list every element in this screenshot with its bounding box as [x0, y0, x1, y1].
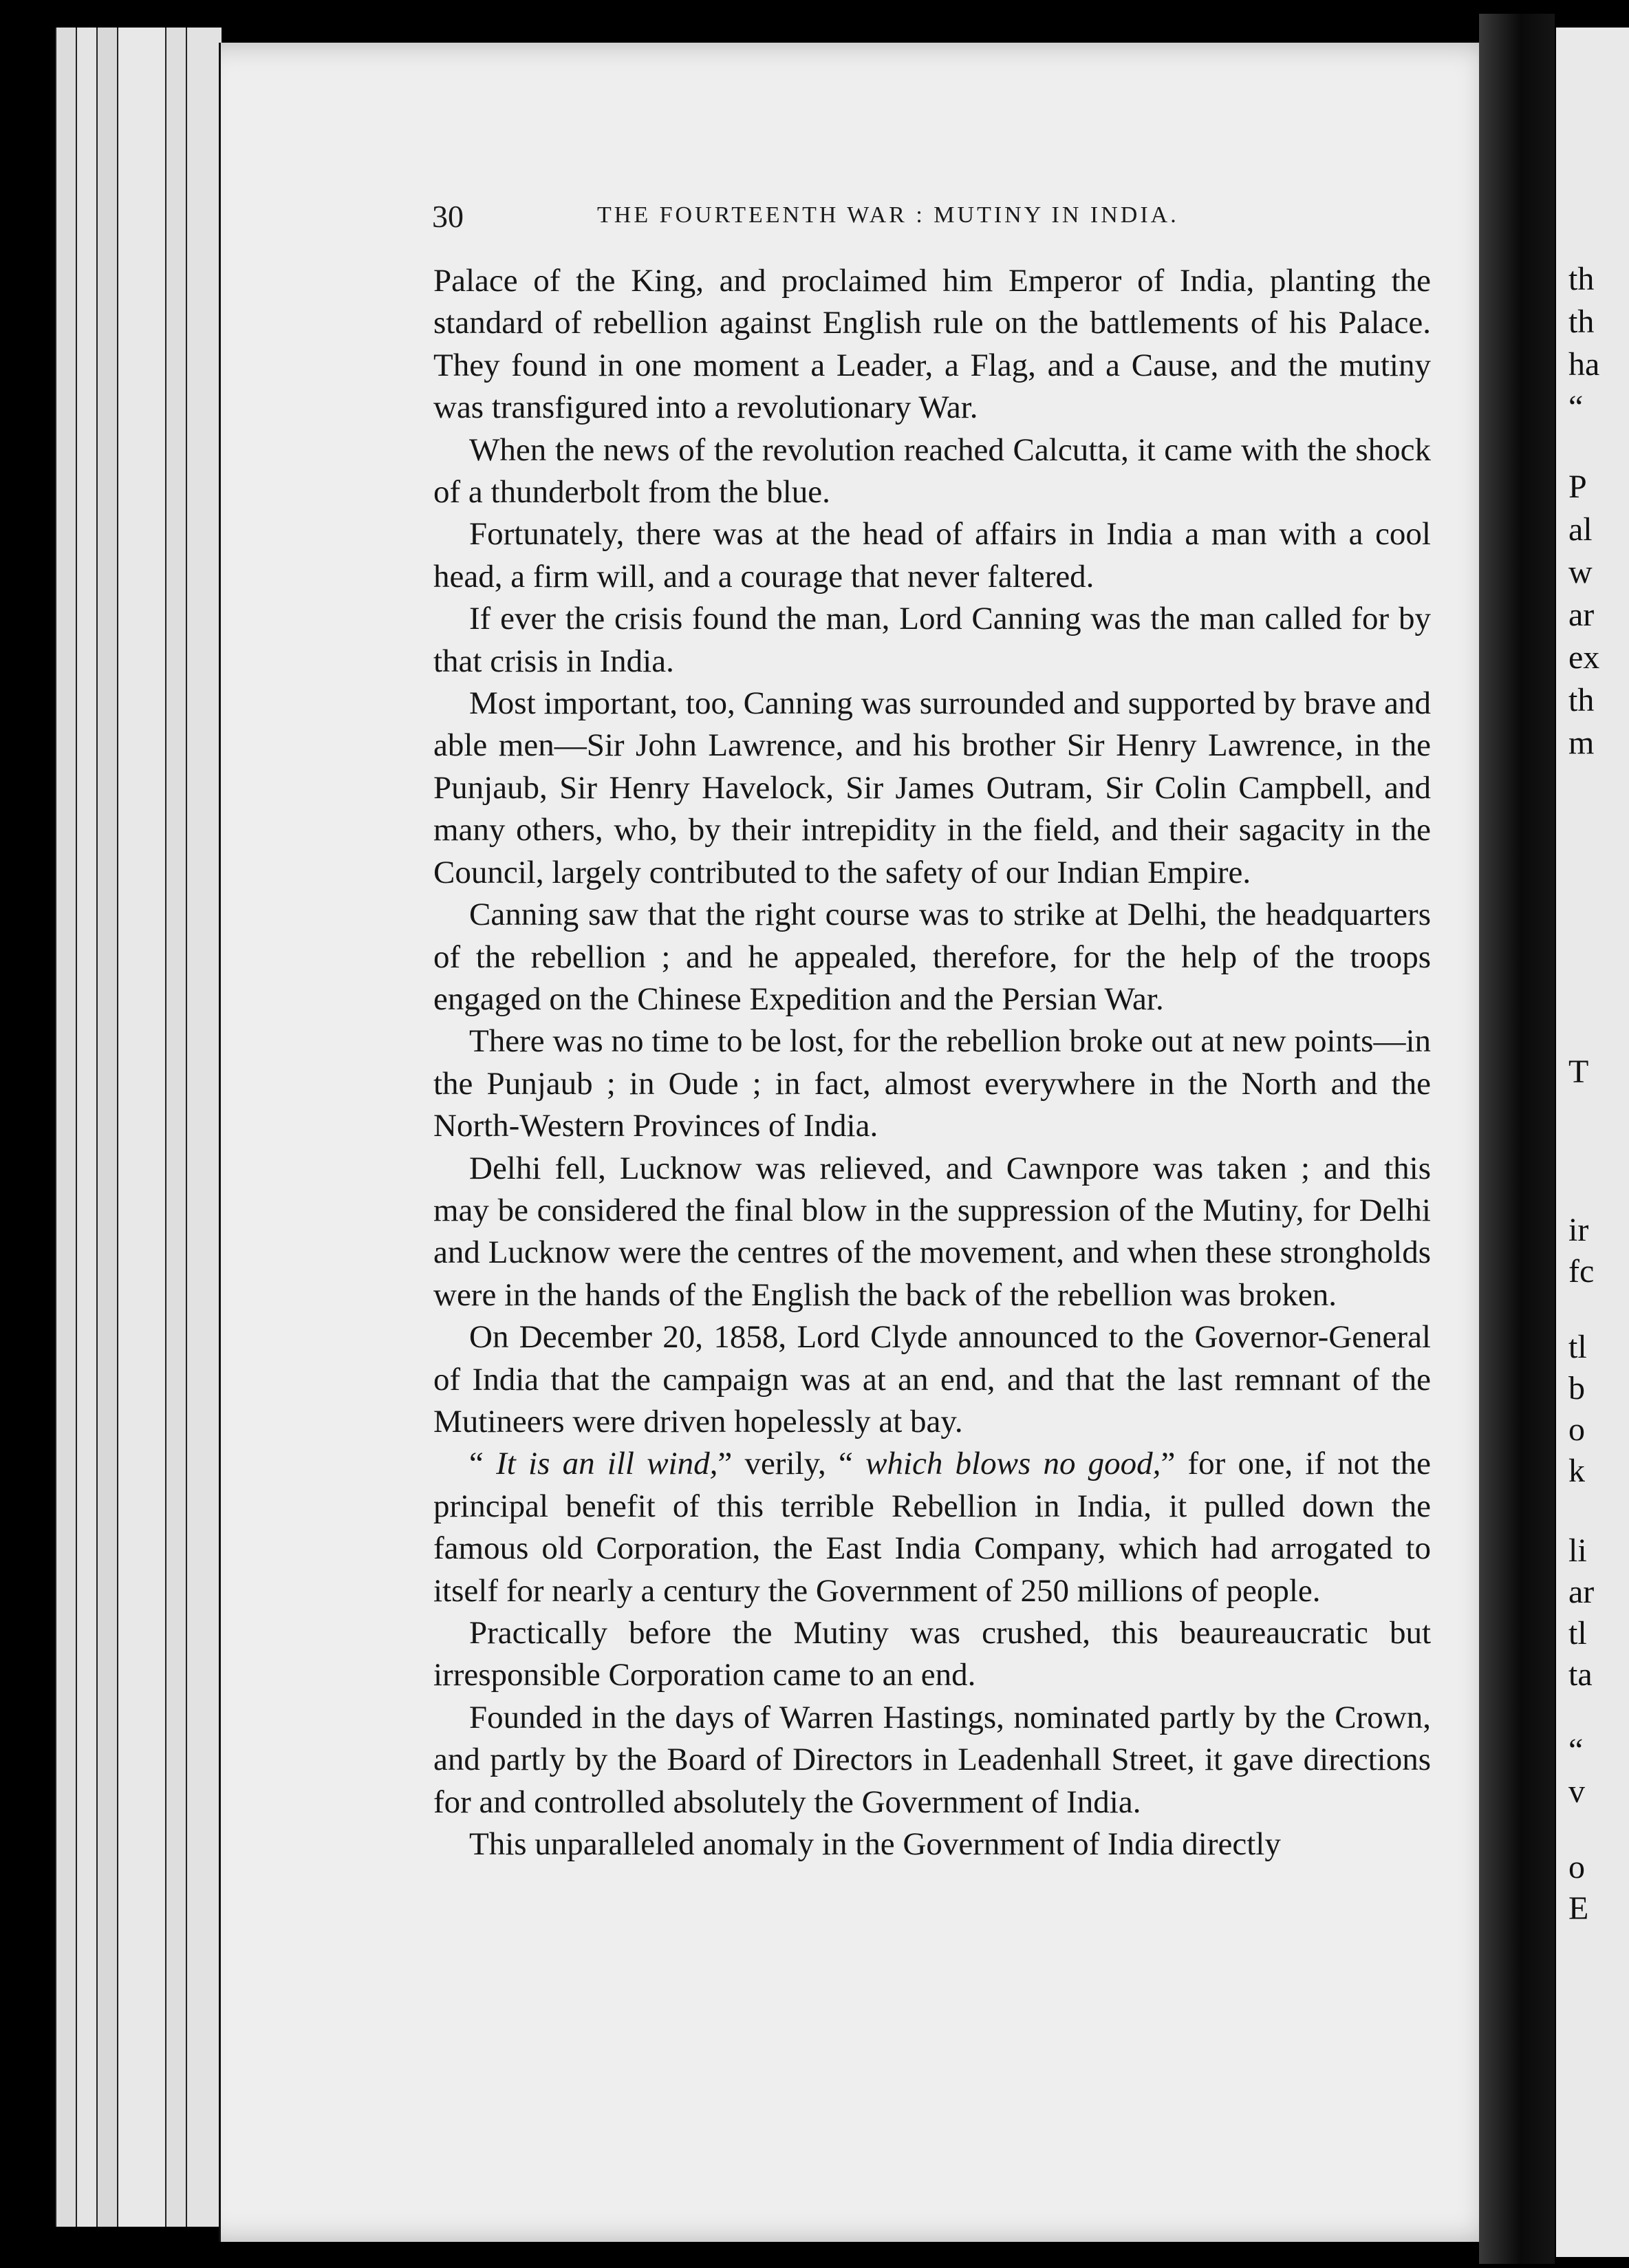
facing-page-fragment: “ [1568, 1732, 1584, 1768]
facing-page-fragment: w [1568, 554, 1593, 590]
quote-mid: ” verily, “ [718, 1446, 866, 1482]
paragraph: On December 20, 1858, Lord Clyde announced to the Governor-General of India that the campaign was at an end, and that the last remnant of the Mutineers were driven hopelessly at bay. [433, 1319, 1431, 1440]
paragraph: When the news of the revolution reached Calcutta, it came with the shock of a thunderbolt from the blue. [433, 431, 1431, 511]
page-body [433, 260, 1431, 1865]
facing-page-fragment: ir [1568, 1212, 1589, 1248]
facing-page-fragment: ar [1568, 1574, 1595, 1610]
italic-phrase: It is an ill wind, [496, 1446, 718, 1482]
paragraph: There was no time to be lost, for the rebellion broke out at new points—in the Punjaub ; in Oude ; in fact, almost everywhere in the North and the North-Western Provinces of India. [433, 1023, 1431, 1144]
facing-page-fragment: E [1568, 1890, 1589, 1927]
facing-page-fragment: th [1568, 682, 1595, 718]
facing-page-fragment: tl [1568, 1329, 1587, 1365]
paragraph: If ever the crisis found the man, Lord Canning was the man called for by that crisis in India. [433, 601, 1431, 679]
quote-rest: ” for one, if not the principal benefit of this terrible Rebellion in India, it pulled down the famous old Corporation, the East India Company, which had arrogated to itself for nearly a century the Government of 250 millions of people. [433, 1446, 1431, 1609]
paragraph: Founded in the days of Warren Hastings, nominated partly by the Crown, and partly by the Board of Directors in Leadenhall Street, it gave directions for and controlled absolutely the Government of India. [433, 1699, 1431, 1820]
facing-page-fragment: ha [1568, 346, 1600, 383]
facing-page-fragment: li [1568, 1532, 1587, 1569]
paragraph: This unparalleled anomaly in the Government of India directly [469, 1826, 1281, 1863]
quote-open: “ [469, 1446, 497, 1482]
page-edge [186, 28, 222, 2227]
paragraph: Canning saw that the right course was to strike at Delhi, the headquarters of the rebellion ; and he appealed, therefore, for the help of the troops engaged on the Chinese Expedition and the Persian War. [433, 897, 1431, 1017]
running-head: THE FOURTEENTH WAR : MUTINY IN INDIA. [597, 202, 1179, 228]
facing-page-fragment: T [1568, 1053, 1589, 1090]
paragraph: Practically before the Mutiny was crushed, this beaureaucratic but irresponsible Corporation came to an end. [433, 1615, 1431, 1693]
facing-page-fragment: ta [1568, 1656, 1593, 1693]
facing-page-fragment: P [1568, 469, 1587, 505]
page-number: 30 [432, 199, 464, 234]
facing-page-fragment: th [1568, 261, 1595, 297]
facing-page-fragment: th [1568, 303, 1595, 340]
facing-page-fragment: “ [1568, 389, 1584, 425]
facing-page-fragment: tl [1568, 1615, 1587, 1651]
facing-page-fragment: m [1568, 725, 1595, 761]
facing-page-fragment: v [1568, 1773, 1585, 1810]
paragraph: Delhi fell, Lucknow was relieved, and Cawnpore was taken ; and this may be considered the final blow in the suppression of the Mutiny, for Delhi and Lucknow were the centres of the movement, and when these strongholds were in the hands of the English the back of the rebellion was broken. [433, 1150, 1431, 1313]
facing-page-fragment: ar [1568, 597, 1595, 633]
facing-page-fragment: o [1568, 1411, 1585, 1448]
facing-page-fragment: k [1568, 1453, 1585, 1489]
paragraph-quote [433, 1443, 1431, 1612]
paragraph: Most important, too, Canning was surrounded and supported by brave and able men—Sir John Lawrence, and his brother Sir Henry Lawrence, in the Punjaub, Sir Henry Havelock, Sir James Outram, Sir Colin Campbell, and many others, who, by their intrepidity in the field, and their sagacity in the Council, largely contributed to the safety of our Indian Empire. [433, 685, 1431, 890]
facing-page [1556, 28, 1629, 2257]
facing-page-fragment: ex [1568, 639, 1600, 676]
italic-phrase: which blows no good, [865, 1446, 1161, 1482]
book-gutter [1479, 14, 1555, 2264]
facing-page-fragment: fc [1568, 1253, 1595, 1290]
facing-page-fragment: o [1568, 1849, 1585, 1885]
paragraph: Fortunately, there was at the head of affairs in India a man with a cool head, a firm will, and a courage that never faltered. [433, 516, 1431, 595]
facing-page-fragment: b [1568, 1370, 1585, 1406]
facing-page-fragment: al [1568, 511, 1593, 548]
paragraph: Palace of the King, and proclaimed him Emperor of India, planting the standard of rebellion against English rule on the battlements of his Palace. They found in one moment a Leader, a Flag, and a Cause, and the mutiny was transfigured into a revolutionary War. [433, 263, 1431, 426]
